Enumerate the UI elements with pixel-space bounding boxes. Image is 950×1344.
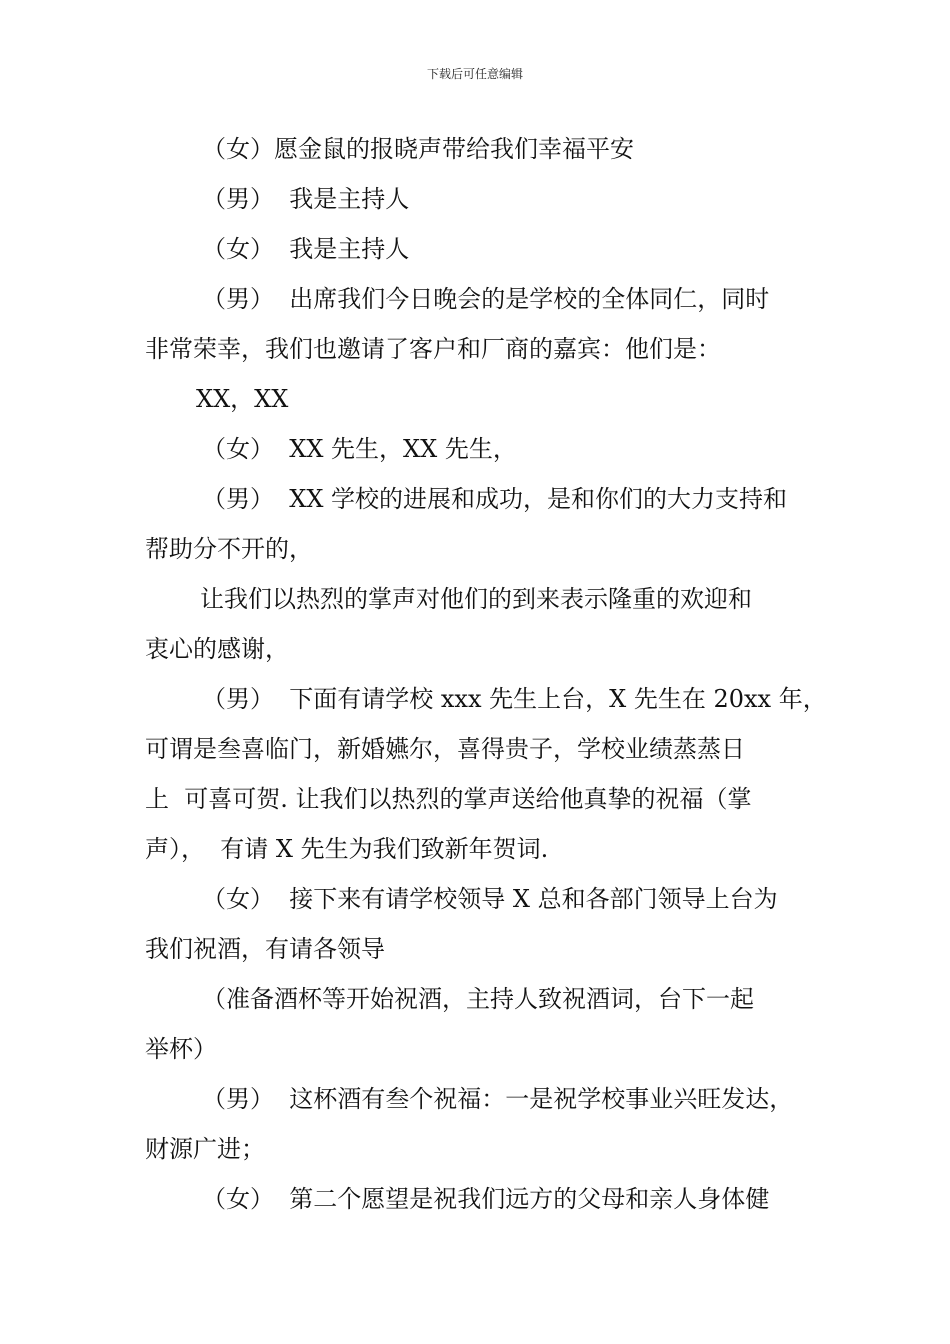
text-line: （女） 第二个愿望是祝我们远方的父母和亲人身体健: [202, 1185, 770, 1213]
text-line: 我们祝酒，有请各领导: [145, 935, 385, 963]
text-line: 衷心的感谢，: [145, 635, 289, 663]
text-line: XX，XX: [196, 385, 289, 413]
text-line: （男） 这杯酒有叁个祝福：一是祝学校事业兴旺发达，: [202, 1085, 794, 1113]
text-line: 可谓是叁喜临门，新婚嬿尔，喜得贵子，学校业绩蒸蒸日: [145, 735, 745, 763]
text-line: （男） XX 学校的进展和成功，是和你们的大力支持和: [202, 485, 788, 513]
text-line: 上 可喜可贺. 让我们以热烈的掌声送给他真挚的祝福（掌: [145, 785, 752, 813]
text-line: 举杯）: [145, 1035, 217, 1063]
text-line: （男） 下面有请学校 xxx 先生上台，X 先生在 20xx 年，: [202, 685, 827, 713]
text-line: （男） 我是主持人: [202, 185, 410, 213]
text-line: 非常荣幸，我们也邀请了客户和厂商的嘉宾：他们是：: [145, 335, 721, 363]
text-line: （男） 出席我们今日晚会的是学校的全体同仁，同时: [202, 285, 770, 313]
text-line: 让我们以热烈的掌声对他们的到来表示隆重的欢迎和: [200, 585, 752, 613]
text-line: （女） 我是主持人: [202, 235, 410, 263]
text-line: （女）愿金鼠的报晓声带给我们幸福平安: [202, 135, 634, 163]
text-line: 帮助分不开的，: [145, 535, 313, 563]
text-line: 财源广进；: [145, 1135, 265, 1163]
text-line: 声）， 有请 X 先生为我们致新年贺词.: [145, 835, 549, 863]
page-header: 下载后可任意编辑: [426, 67, 523, 81]
text-line: （女） 接下来有请学校领导 X 总和各部门领导上台为: [202, 885, 778, 913]
text-line: （准备酒杯等开始祝酒，主持人致祝酒词，台下一起: [202, 985, 754, 1013]
text-line: （女） XX 先生，XX 先生，: [202, 435, 517, 463]
